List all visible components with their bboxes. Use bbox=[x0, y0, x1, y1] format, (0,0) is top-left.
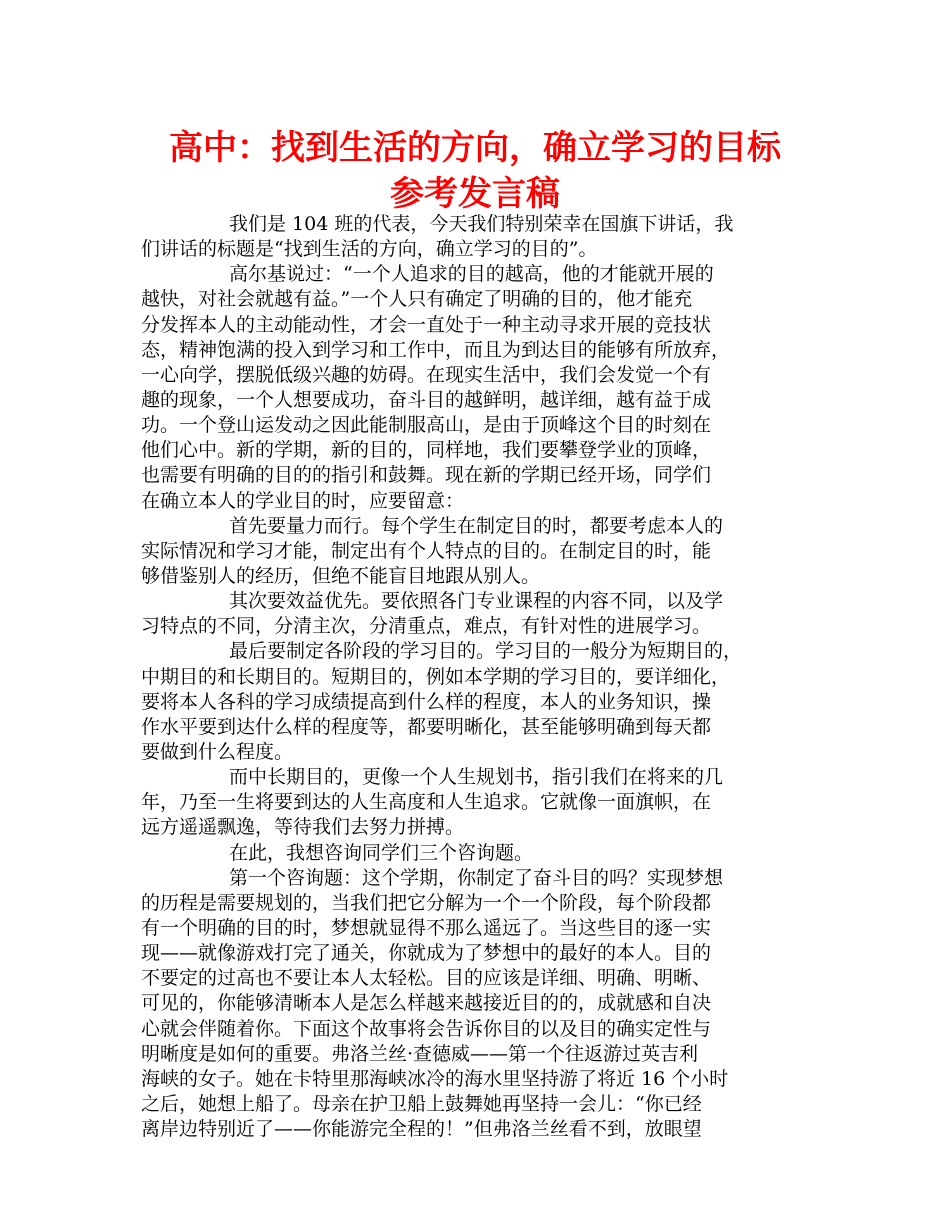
text-line: 最后要制定各阶段的学习目的。学习目的一般分为短期目的， bbox=[229, 640, 743, 663]
text-line: 他们心中。新的学期，新的目的，同样地，我们要攀登学业的顶峰， bbox=[141, 439, 712, 462]
text-line: 要做到什么程度。 bbox=[141, 740, 294, 763]
text-line: 们讲话的标题是“找到生活的方向，确立学习的目的”。 bbox=[141, 238, 598, 261]
text-line: 我们是 104 班的代表，今天我们特别荣幸在国旗下讲话，我 bbox=[229, 213, 734, 235]
text-line: 不要定的过高也不要让本人太轻松。目的应该是详细、明确、明晰、 bbox=[141, 967, 712, 990]
text-line: 高尔基说过：“一个人追求的目的越高，他的才能就开展的 bbox=[229, 263, 714, 286]
text-line: 作水平要到达什么样的程度等，都要明晰化，甚至能够明确到每天都 bbox=[141, 715, 712, 738]
text-line: 第一个咨询题：这个学期，你制定了奋斗目的吗？实现梦想 bbox=[229, 866, 724, 889]
text-line: 之后，她想上船了。母亲在护卫船上鼓舞她再坚持一会儿：“你已经 bbox=[141, 1092, 702, 1115]
text-line: 离岸边特别近了——你能游完全程的！”但弗洛兰丝看不到，放眼望 bbox=[141, 1118, 702, 1141]
text-line: 而中长期目的，更像一个人生规划书，指引我们在将来的几 bbox=[229, 766, 724, 789]
text-line: 在此，我想咨询同学们三个咨询题。 bbox=[229, 841, 534, 864]
text-line: 越快，对社会就越有益。”一个人只有确定了明确的目的，他才能充 bbox=[141, 288, 693, 311]
text-line: 够借鉴别人的经历，但绝不能盲目地跟从别人。 bbox=[141, 564, 541, 587]
document-title-line-2: 参考发言稿 bbox=[390, 174, 560, 214]
text-line: 首先要量力而行。每个学生在制定目的时，都要考虑本人的 bbox=[229, 514, 724, 537]
text-line: 要将本人各科的学习成绩提高到什么样的程度，本人的业务知识，操 bbox=[141, 690, 712, 713]
text-line: 中期目的和长期目的。短期目的，例如本学期的学习目的，要详细化， bbox=[141, 665, 731, 688]
text-line: 的历程是需要规划的，当我们把它分解为一个一个阶段，每个阶段都 bbox=[141, 891, 712, 914]
document-title-line-1: 高中：找到生活的方向，确立学习的目标 bbox=[169, 128, 781, 168]
text-line: 可见的，你能够清晰本人是怎么样越来越接近目的的，成就感和自决 bbox=[141, 992, 712, 1015]
text-line: 实际情况和学习才能，制定出有个人特点的目的。在制定目的时，能 bbox=[141, 539, 712, 562]
text-line: 年，乃至一生将要到达的人生高度和人生追求。它就像一面旗帜，在 bbox=[141, 791, 712, 814]
text-line: 现——就像游戏打完了通关，你就成为了梦想中的最好的本人。目的 bbox=[141, 942, 712, 965]
text-line: 一心向学，摆脱低级兴趣的妨碍。在现实生活中，我们会发觉一个有 bbox=[141, 363, 712, 386]
text-line: 功。一个登山运发动之因此能制服高山，是由于顶峰这个目的时刻在 bbox=[141, 414, 712, 437]
text-line: 有一个明确的目的时，梦想就显得不那么遥远了。当这些目的逐一实 bbox=[141, 916, 712, 939]
text-line: 海峡的女子。她在卡特里那海峡冰冷的海水里坚持游了将近 16 个小时 bbox=[141, 1067, 729, 1090]
text-line: 其次要效益优先。要依照各门专业课程的内容不同，以及学 bbox=[229, 590, 724, 613]
text-line: 态，精神饱满的投入到学习和工作中，而且为到达目的能够有所放弃， bbox=[141, 338, 731, 361]
text-line: 也需要有明确的目的的指引和鼓舞。现在新的学期已经开场，同学们 bbox=[141, 464, 712, 487]
document-body bbox=[141, 212, 821, 1142]
text-line: 明晰度是如何的重要。弗洛兰丝·查德威——第一个往返游过英吉利 bbox=[141, 1042, 699, 1065]
text-line: 心就会伴随着你。下面这个故事将会告诉你目的以及目的确实定性与 bbox=[141, 1017, 712, 1040]
text-line: 远方遥遥飘逸，等待我们去努力拼搏。 bbox=[141, 816, 465, 839]
text-line: 趣的现象，一个人想要成功，奋斗目的越鲜明，越详细，越有益于成 bbox=[141, 388, 712, 411]
text-line: 在确立本人的学业目的时，应要留意： bbox=[141, 489, 465, 512]
text-line: 分发挥本人的主动能动性，才会一直处于一种主动寻求开展的竞技状 bbox=[141, 313, 712, 336]
text-line: 习特点的不同，分清主次，分清重点，难点，有针对性的进展学习。 bbox=[141, 615, 712, 638]
